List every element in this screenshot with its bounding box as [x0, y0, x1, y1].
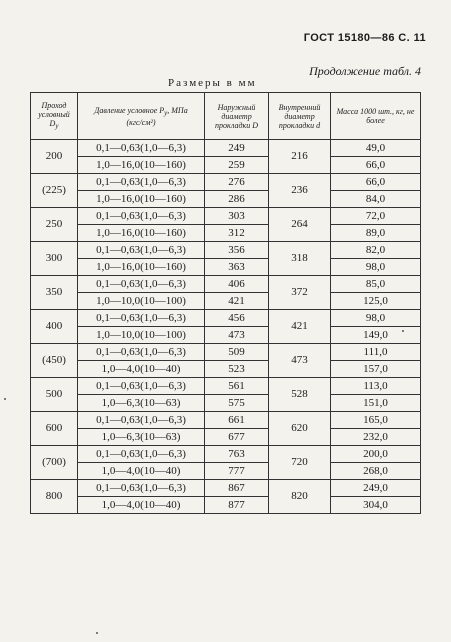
cell-dy: (225): [31, 174, 78, 208]
cell-outer-diameter: 286: [205, 191, 269, 208]
cell-outer-diameter: 867: [205, 480, 269, 497]
scan-speck: [402, 330, 404, 332]
cell-pressure: 0,1—0,63(1,0—6,3): [78, 378, 205, 395]
cell-outer-diameter: 456: [205, 310, 269, 327]
cell-inner-diameter: 264: [269, 208, 331, 242]
cell-inner-diameter: 236: [269, 174, 331, 208]
cell-pressure: 0,1—0,63(1,0—6,3): [78, 208, 205, 225]
cell-inner-diameter: 620: [269, 412, 331, 446]
cell-outer-diameter: 303: [205, 208, 269, 225]
cell-inner-diameter: 421: [269, 310, 331, 344]
cell-outer-diameter: 312: [205, 225, 269, 242]
table-row: [31, 429, 421, 446]
table-row: [31, 293, 421, 310]
scan-speck: [4, 398, 6, 400]
cell-outer-diameter: 356: [205, 242, 269, 259]
table-row: [31, 174, 421, 191]
cell-pressure: 1,0—16,0(10—160): [78, 225, 205, 242]
cell-pressure: 0,1—0,63(1,0—6,3): [78, 242, 205, 259]
table-row: [31, 191, 421, 208]
cell-dy: (450): [31, 344, 78, 378]
cell-dy: 200: [31, 140, 78, 174]
dimensions-table: [30, 92, 421, 514]
cell-mass: 111,0: [331, 344, 421, 361]
cell-pressure: 0,1—0,63(1,0—6,3): [78, 276, 205, 293]
table-row: [31, 412, 421, 429]
cell-mass: 125,0: [331, 293, 421, 310]
cell-pressure: 0,1—0,63(1,0—6,3): [78, 480, 205, 497]
table-header-row: [31, 93, 421, 140]
cell-inner-diameter: 473: [269, 344, 331, 378]
cell-pressure: 0,1—0,63(1,0—6,3): [78, 310, 205, 327]
cell-outer-diameter: 763: [205, 446, 269, 463]
cell-outer-diameter: 473: [205, 327, 269, 344]
col-header-outer-diameter: Наружный диаметр прокладки D: [205, 93, 269, 140]
table-row: [31, 463, 421, 480]
cell-mass: 66,0: [331, 157, 421, 174]
cell-outer-diameter: 877: [205, 497, 269, 514]
cell-mass: 72,0: [331, 208, 421, 225]
table-row: [31, 310, 421, 327]
cell-mass: 98,0: [331, 310, 421, 327]
cell-pressure: 1,0—6,3(10—63): [78, 429, 205, 446]
cell-pressure: 0,1—0,63(1,0—6,3): [78, 412, 205, 429]
cell-mass: 49,0: [331, 140, 421, 157]
col-header-dy: Проход условный Dу: [31, 93, 78, 140]
cell-pressure: 1,0—4,0(10—40): [78, 497, 205, 514]
cell-inner-diameter: 820: [269, 480, 331, 514]
cell-mass: 113,0: [331, 378, 421, 395]
cell-dy: 350: [31, 276, 78, 310]
cell-mass: 89,0: [331, 225, 421, 242]
table-row: [31, 225, 421, 242]
cell-pressure: 1,0—6,3(10—63): [78, 395, 205, 412]
table-row: [31, 361, 421, 378]
cell-outer-diameter: 575: [205, 395, 269, 412]
table-row: [31, 157, 421, 174]
cell-pressure: 0,1—0,63(1,0—6,3): [78, 446, 205, 463]
cell-outer-diameter: 276: [205, 174, 269, 191]
table-body: [31, 140, 421, 514]
cell-pressure: 1,0—10,0(10—100): [78, 293, 205, 310]
cell-mass: 98,0: [331, 259, 421, 276]
table-row: [31, 140, 421, 157]
cell-dy: 400: [31, 310, 78, 344]
table-row: [31, 208, 421, 225]
cell-mass: 157,0: [331, 361, 421, 378]
cell-pressure: 1,0—4,0(10—40): [78, 463, 205, 480]
cell-dy: (700): [31, 446, 78, 480]
cell-outer-diameter: 406: [205, 276, 269, 293]
table-row: [31, 395, 421, 412]
cell-pressure: 1,0—16,0(10—160): [78, 259, 205, 276]
cell-outer-diameter: 259: [205, 157, 269, 174]
scan-speck: [96, 632, 98, 634]
cell-outer-diameter: 509: [205, 344, 269, 361]
units-label: Размеры в мм: [168, 77, 257, 89]
cell-mass: 200,0: [331, 446, 421, 463]
cell-mass: 165,0: [331, 412, 421, 429]
cell-mass: 85,0: [331, 276, 421, 293]
cell-pressure: 1,0—4,0(10—40): [78, 361, 205, 378]
cell-outer-diameter: 561: [205, 378, 269, 395]
cell-outer-diameter: 677: [205, 429, 269, 446]
cell-pressure: 1,0—16,0(10—160): [78, 157, 205, 174]
cell-dy: 600: [31, 412, 78, 446]
cell-mass: 149,0: [331, 327, 421, 344]
cell-outer-diameter: 661: [205, 412, 269, 429]
table-row: [31, 480, 421, 497]
table-row: [31, 446, 421, 463]
cell-outer-diameter: 421: [205, 293, 269, 310]
table-row: [31, 276, 421, 293]
cell-pressure: 0,1—0,63(1,0—6,3): [78, 140, 205, 157]
col-header-mass: Масса 1000 шт., кг, не более: [331, 93, 421, 140]
cell-pressure: 0,1—0,63(1,0—6,3): [78, 174, 205, 191]
col-header-pressure: Давление условное Pу, МПа (кгс/см²): [78, 93, 205, 140]
cell-mass: 249,0: [331, 480, 421, 497]
table-row: [31, 259, 421, 276]
cell-inner-diameter: 216: [269, 140, 331, 174]
cell-dy: 300: [31, 242, 78, 276]
cell-inner-diameter: 720: [269, 446, 331, 480]
cell-outer-diameter: 249: [205, 140, 269, 157]
table-row: [31, 327, 421, 344]
cell-dy: 500: [31, 378, 78, 412]
cell-mass: 268,0: [331, 463, 421, 480]
cell-inner-diameter: 372: [269, 276, 331, 310]
table-row: [31, 497, 421, 514]
cell-mass: 151,0: [331, 395, 421, 412]
cell-inner-diameter: 528: [269, 378, 331, 412]
page-header: ГОСТ 15180—86 С. 11: [303, 32, 426, 44]
cell-pressure: 1,0—10,0(10—100): [78, 327, 205, 344]
cell-mass: 84,0: [331, 191, 421, 208]
cell-pressure: 1,0—16,0(10—160): [78, 191, 205, 208]
cell-outer-diameter: 777: [205, 463, 269, 480]
table-continuation-note: Продолжение табл. 4: [309, 64, 421, 78]
table-row: [31, 378, 421, 395]
cell-dy: 250: [31, 208, 78, 242]
cell-mass: 82,0: [331, 242, 421, 259]
cell-outer-diameter: 363: [205, 259, 269, 276]
col-header-inner-diameter: Внутренний диаметр прокладки d: [269, 93, 331, 140]
cell-dy: 800: [31, 480, 78, 514]
cell-mass: 304,0: [331, 497, 421, 514]
cell-pressure: 0,1—0,63(1,0—6,3): [78, 344, 205, 361]
cell-outer-diameter: 523: [205, 361, 269, 378]
cell-mass: 232,0: [331, 429, 421, 446]
cell-inner-diameter: 318: [269, 242, 331, 276]
cell-mass: 66,0: [331, 174, 421, 191]
table-row: [31, 344, 421, 361]
table-row: [31, 242, 421, 259]
